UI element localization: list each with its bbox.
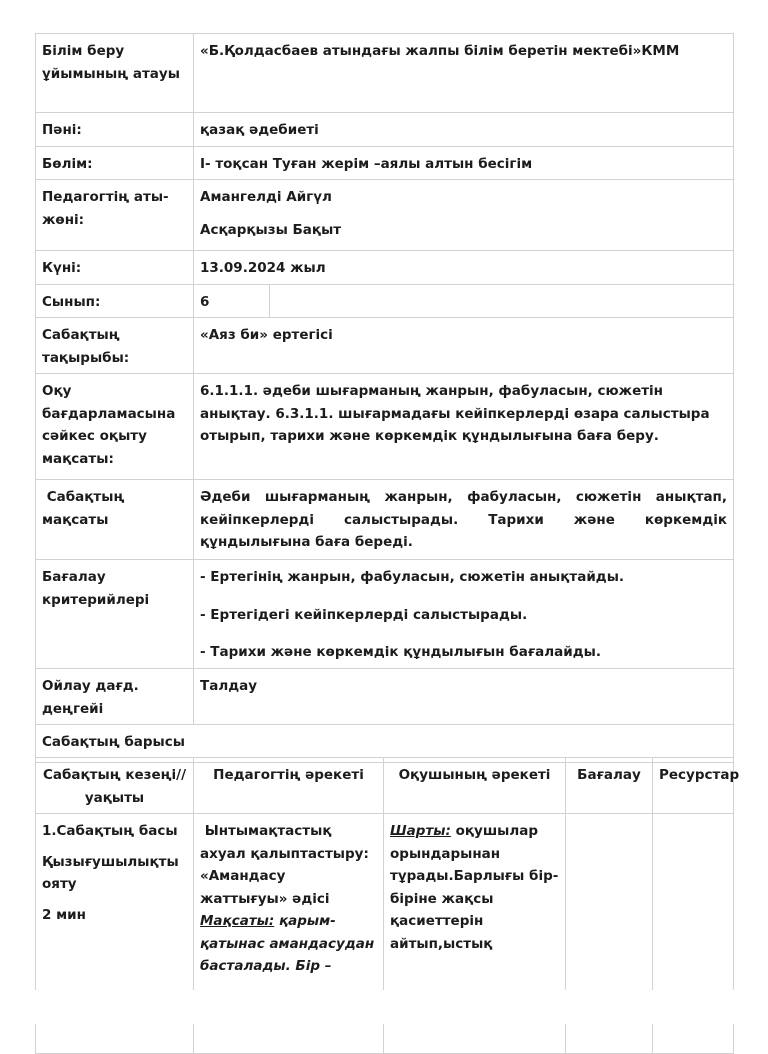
- lesson-goal-label: Сабақтың мақсаты: [36, 480, 194, 560]
- student-action-text: оқушылар орындарынан тұрады.Барлығы бір-біріне жақсы қасиеттерін айтып,ыстық: [390, 823, 559, 952]
- table-row: [36, 669, 734, 725]
- criteria-label: Бағалау критерийлері: [36, 560, 194, 669]
- lesson-info-table: [35, 33, 734, 763]
- criterion-item: - Ертегінің жанрын, фабуласын, сюжетін анықтайды.: [200, 569, 625, 585]
- thinking-level-value: Талдау: [194, 669, 734, 725]
- table-row: [36, 284, 734, 318]
- criteria-value: [194, 560, 734, 669]
- subject-label: Пәні:: [36, 113, 194, 147]
- lesson-goal-value: Әдеби шығарманың жанрын, фабуласын, сюжетін анықтап, кейіпкерлерді салыстырады. Тарихи және көркемдік құндылығына баға береді.: [194, 480, 734, 560]
- table-row: [36, 374, 734, 480]
- column-header: Сабақтың кезеңі//уақыты: [36, 758, 194, 814]
- org-name-label: Білім беру ұйымының атауы: [36, 34, 194, 113]
- goal-label: Мақсаты:: [200, 913, 275, 929]
- learning-objective-label: Оқу бағдарламасына сәйкес оқыту мақсаты:: [36, 374, 194, 480]
- criterion-item: - Тарихи және көркемдік құндылығын бағалайды.: [200, 644, 601, 660]
- table-row: [36, 480, 734, 560]
- column-header: Бағалау: [566, 758, 653, 814]
- section-value: І- тоқсан Туған жерім –аялы алтын бесігім: [194, 146, 734, 180]
- class-value: 6: [194, 284, 270, 318]
- teacher-value: [194, 180, 734, 251]
- teacher-label: Педагогтің аты-жөні:: [36, 180, 194, 251]
- table-row: [36, 113, 734, 147]
- thinking-level-label: Ойлау дағд. деңгейі: [36, 669, 194, 725]
- topic-label: Сабақтың тақырыбы:: [36, 318, 194, 374]
- class-empty-cell: [270, 284, 734, 318]
- table-row: [36, 34, 734, 113]
- learning-objective-value: 6.1.1.1. әдеби шығарманың жанрын, фабуласын, сюжетін анықтау. 6.3.1.1. шығармадағы кейіпкерлерді өзара салыстыра отырып, тарихи және көркемдік құндылығына баға беру.: [194, 374, 734, 480]
- teacher-intro-text: Ынтымақтастық ахуал қалыптастыру: «Амандасу жаттығуы» әдісі: [200, 823, 374, 907]
- table-row: [36, 180, 734, 251]
- org-name-value: «Б.Қолдасбаев атындағы жалпы білім беретін мектебі»КММ: [194, 34, 734, 113]
- table-row: [36, 146, 734, 180]
- table-row: [36, 560, 734, 669]
- table-row: [36, 251, 734, 285]
- stage-time: 2 мин: [42, 906, 86, 923]
- topic-value: «Аяз би» ертегісі: [194, 318, 734, 374]
- condition-label: Шарты:: [390, 823, 451, 839]
- goal-text: қарым-қатынас амандасудан басталады. Бір –: [200, 913, 375, 974]
- column-header: Педагогтің әрекеті: [194, 758, 384, 814]
- page-bottom-margin: [0, 990, 768, 1024]
- table-row: [36, 318, 734, 374]
- column-header: Оқушының әрекеті: [384, 758, 566, 814]
- criterion-item: - Ертегідегі кейіпкерлерді салыстырады.: [200, 606, 528, 623]
- table-header-row: [36, 758, 734, 814]
- date-label: Күні:: [36, 251, 194, 285]
- section-label: Бөлім:: [36, 146, 194, 180]
- teacher-name-1: Амангелді Айгүл: [200, 189, 332, 205]
- teacher-name-2: Асқарқызы Бақыт: [200, 221, 342, 238]
- stage-subtitle: Қызығушылықты ояту: [42, 853, 179, 892]
- class-label: Сынып:: [36, 284, 194, 318]
- lesson-progress-heading: Сабақтың барысы: [36, 725, 734, 763]
- subject-value: қазақ әдебиеті: [194, 113, 734, 147]
- column-header: Ресурстар: [653, 758, 734, 814]
- stage-title: 1.Сабақтың басы: [42, 823, 178, 839]
- date-value: 13.09.2024 жыл: [194, 251, 734, 285]
